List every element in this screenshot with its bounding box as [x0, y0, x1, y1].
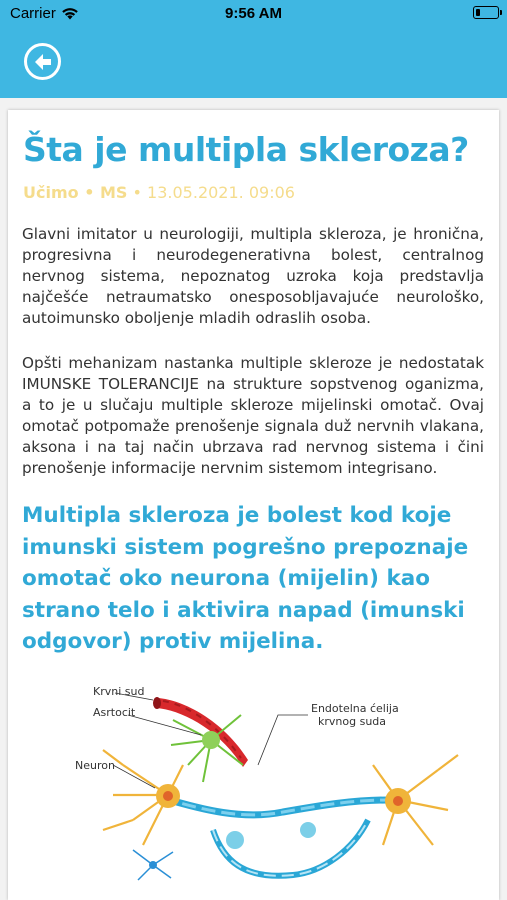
article-paragraph-1: Glavni imitator u neurologiji, multipla skleroza, je hronična, progresivna i neurodegenerativna bolest, centralnog nervnog sistema, nepoznatog uzroka koja predstavlja najčešće netraumatsko onesposobljavajuće neurološko, autoimunsko oboljenje mladih odraslih osoba.: [22, 225, 484, 327]
neuron-illustration: [53, 670, 463, 900]
article-date: • 13.05.2021. 09:06: [132, 183, 295, 202]
label-endothelial-line1: Endotelna ćelija: [311, 702, 399, 715]
blood-vessel-shape: [156, 698, 248, 767]
article-category: Učimo • MS: [23, 183, 128, 202]
carrier-label: Carrier: [10, 5, 56, 22]
arrow-left-icon: [33, 53, 53, 71]
status-bar: [0, 0, 507, 28]
battery-icon: [473, 6, 499, 19]
label-astrocyte: Asrtocit: [93, 706, 136, 719]
article-meta: [23, 183, 295, 202]
label-blood-vessel: Krvni sud: [93, 685, 145, 698]
article-paragraph-2: Opšti mehanizam nastanka multiple skleroze je nedostatak IMUNSKE TOLERANCIJE na strukture sopstvenog oganizma, a to je u slučaju multiple skleroze mijelinski omotač. Ovaj omotač potpomaže prenošenje signala duž nervnih vlakana, aksona i na taj način ubrzava rad nervnog sistema i čini prenošenje informacije nervnim sistemom integrisano.: [22, 354, 484, 477]
back-button[interactable]: [24, 43, 61, 80]
label-neuron: Neuron: [75, 759, 115, 772]
article-title: Šta je multipla skleroza?: [23, 130, 469, 169]
article-card: [8, 110, 499, 900]
label-endothelial-line2: krvnog suda: [318, 715, 387, 728]
article-highlight: Multipla skleroza je bolest kod koje imunski sistem pogrešno prepoznaje omotač oko neurona (mijelin) kao strano telo i aktivira napad (imunski odgovor) protiv mijelina.: [22, 503, 469, 654]
app-header: [0, 0, 507, 98]
status-time: 9:56 AM: [225, 5, 282, 22]
